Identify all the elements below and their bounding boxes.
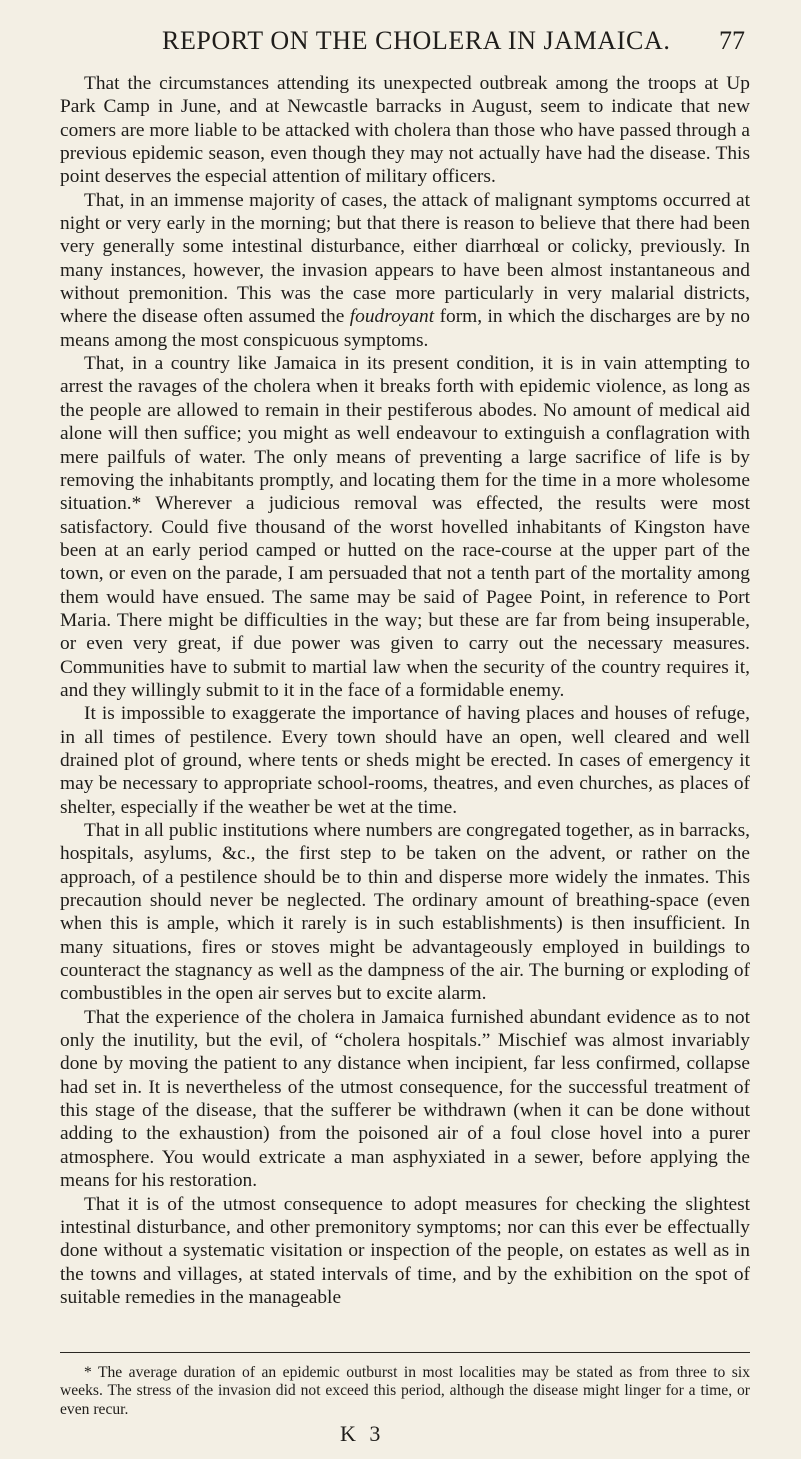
- footnote: [60, 1364, 750, 1419]
- page-number: 77: [719, 26, 745, 55]
- body-text: [60, 72, 750, 1309]
- signature-mark: K 3: [340, 1421, 385, 1446]
- paragraph-text: form, in which the discharges are by no means among the most conspicuous symptoms.: [60, 306, 750, 351]
- paragraph: That in all public institutions where numbers are congregated together, as in barracks, hospitals, asylums, &c., the first step to be taken on the advent, or rather on the approach, of a pestilence should be to thin and disperse more widely the inmates. This precaution should never be neglected. The ordinary amount of breathing-space (even when this is ample, which it rarely is in such establishments) is then insufficient. In many situations, fires or stoves might be advantageously employed in buildings to counteract the stagnancy as well as the dampness of the air. The burning or exploding of combustibles in the open air serves but to excite alarm.: [60, 820, 750, 1005]
- paragraph: It is impossible to exaggerate the importance of having places and houses of refuge, in all times of pestilence. Every town should have an open, well cleared and well drained plot of ground, where tents or sheds might be erected. In cases of emergency it may be necessary to appropriate school-rooms, theatres, and even churches, as places of shelter, especially if the weather be wet at the time.: [60, 703, 750, 818]
- paragraph: That the experience of the cholera in Jamaica furnished abundant evidence as to not only the inutility, but the evil, of “cholera hospitals.” Mischief was almost invariably done by moving the patient to any distance when incipient, far less confirmed, collapse had set in. It is nevertheless of the utmost consequence, for the successful treatment of this stage of the disease, that the sufferer be withdrawn (when it can be done without adding to the exhaustion) from the poisoned air of a foul close hovel into a purer atmosphere. You would extricate a man asphyxiated in a sewer, before applying the means for his restoration.: [60, 1006, 750, 1192]
- paragraph: That, in a country like Jamaica in its present condition, it is in vain attempting to arrest the ravages of the cholera when it breaks forth with epidemic violence, as long as the people are allowed to remain in their pestiferous abodes. No amount of medical aid alone will then suffice; you might as well endeavour to extinguish a conflagration with mere pailfuls of water. The only means of preventing a large sacrifice of life is by removing the inhabitants promptly, and locating them for the time in a more wholesome situation.* Wherever a judicious removal was effected, the results were most satisfactory. Could five thousand of the worst hovelled inhabitants of Kingston have been at an early period camped or hutted on the race-course at the upper part of the town, or even on the parade, I am persuaded that not a tenth part of the mortality among them would have ensued. The same may be said of Pagee Point, in reference to Port Maria. There might be difficulties in the way; but these are far from being insuperable, or even very great, if due power was given to carry out the necessary measures. Communities have to submit to martial law when the security of the country requires it, and they willingly submit to it in the face of a formidable enemy.: [60, 353, 750, 701]
- footnote-text: * The average duration of an epidemic outburst in most localities may be stated as from three to six weeks. The stress of the invasion did not exceed this period, although the disease might linger for a time, or even recur.: [60, 1364, 750, 1418]
- italic-term: foudroyant: [349, 306, 435, 328]
- page-header: [0, 22, 801, 62]
- paragraph-text: That, in an immense majority of cases, the attack of malignant symptoms occurred at night or very early in the morning; but that there is reason to believe that there had been very generally some intestinal disturbance, either diarrhœal or colicky, previously. In many instances, however, the invasion appears to have been almost instantaneous and without premonition. This was the case more particularly in very malarial districts, where the disease often assumed the: [60, 189, 750, 328]
- footnote-rule: [60, 1352, 750, 1353]
- paragraph: That the circumstances attending its unexpected outbreak among the troops at Up Park Camp in June, and at Newcastle barracks in August, seem to indicate that new comers are more liable to be attacked with cholera than those who have passed through a previous epidemic season, even though they may not actually have had the disease. This point deserves the especial attention of military officers.: [60, 73, 750, 188]
- paragraph: That it is of the utmost consequence to adopt measures for checking the slightest intestinal disturbance, and other premonitory symptoms; nor can this ever be effectually done without a systematic visitation or inspection of the people, on estates as well as in the towns and villages, at stated intervals of time, and by the exhibition on the spot of suitable remedies in the manageable: [60, 1193, 750, 1308]
- paragraph: [60, 189, 750, 352]
- running-title: REPORT ON THE CHOLERA IN JAMAICA.: [162, 26, 671, 55]
